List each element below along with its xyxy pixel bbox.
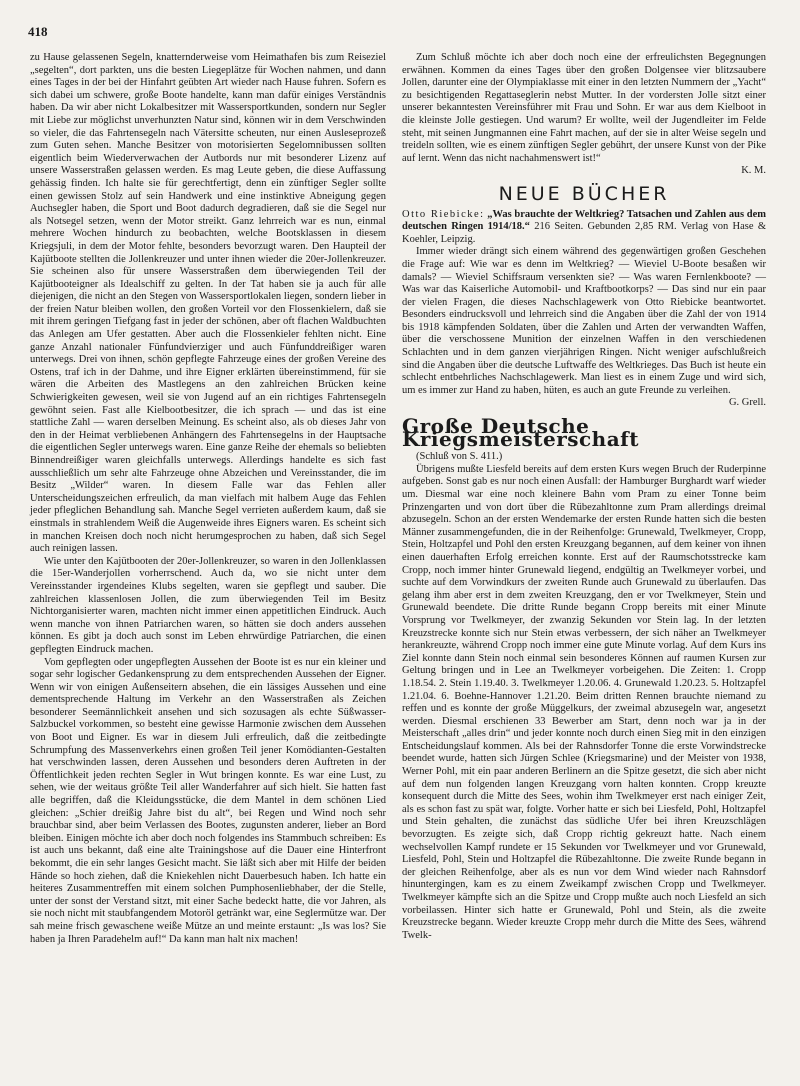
left-column [30,52,386,946]
right-column [402,52,766,942]
review-signature: G. Grell. [728,397,766,409]
book-author: Otto Riebicke: [402,208,485,220]
neue-buecher-heading: NEUE BÜCHER [498,182,670,205]
article-paragraph: zu Hause gelassenen Segeln, knatternderweise vom Heimathafen bis zum Reiseziel „segelten“, dort parkten, uns die besten Liegeplätze für Wochen nahmen, und dann eines Tages in der bei der Hinfahrt geübten Art wieder nach Hause fuhren. Sofern es sich dabei um schwere, große Boote handelte, kann man dafür einiges Verständnis haben. Da wir aber nicht Lokalbesitzer mit Wassersportkunden, sondern nur Segler mit Liebe zur möglichst unverhunzten Natur sind, können wir in dem Verschwinden so vieler, die das Fahrtensegeln nach Vätersitte scheuten, nur einen Ausleseprozeß zum Guten sehen. Manche Besitzer von motorisierten Segelomnibussen sollten eigentlich beim Wiederverwachen der Autbords nur mit besonderer Lizenz auf unsere Wasserstraßen gelassen werden. Es mag Leute geben, die diese Auffassung gehässig finden. Ich halte sie für gerechtfertigt, denn ein zünftiger Segler sollte einen gewissen Stolz auf sein Handwerk und eine instinktive Abneigung gegen Auchsegler haben, die Sport und Boot dadurch degradieren, daß sie die Segel nur als Notsegel setzen, wenn der Motor streikt. Ganz lehrreich war es nun, einmal mehrere Wochen hindurch zu beobachten, welche Bootsklassen in diesem Kriegsjuli, in dem der Motor fehlte, besonders bevorzugt waren. Den Haupteil der Kajütboote stellten die Jollenkreuzer und unter ihnen wieder die 20er-Jollenkreuzer. Sie scheinen also für unsere Wasserstraßen dem überwiegenden Teil der Kajütbooteigner als Idealschiff zu gelten. In der Tat haben sie ja auch für alle diejenigen, die nicht an den Stegen von Wassersportlokalen liegen, sondern lieber in der freien Natur bleiben wollen, den großen Vorteil vor den Flossenkielern, daß sie mit ihrem geringen Tiefgang fast in jeder der schönen, aber oft flachen Waldbuchten das Anlegen am Ufer gestatten. Aber auch die Flossenkieler fehlten nicht. Eine ganze Anzahl nationaler Fünfundvierziger und auch Fünfunddreißiger waren unterwegs. Drei von ihnen, schön gepflegte Fahrzeuge eines der großen Vereine des Ostens, traf ich in der Dahme, und ihre Eigner erklärten übereinstimmend, für sie wären die Arbeiten des Mastlegens an den zahlreichen Brücken keine Schwierigkeiten gewesen, weil sie von Jugend auf an ein richtiges Fahrtensegeln gewöhnt seien. Fast alle Kielbootbesitzer, die ich sprach — und das ist eine stattliche Zahl — waren derselben Meinung. Es scheint also, als ob dieses Jahr von den in der Heimat verbliebenen Anhängern des Fahrtensegelns in der Hauptsache die eigentlichen Segler unterwegs waren. Eine ganze Reihe der ehemals so beliebten Binnendreißiger waren gleichfalls unterwegs. Allerdings handelte es sich fast ausschließlich um sehr alte Fahrzeuge ohne Abzeichen und Vereinsstander, die im Besitz „Wilder“ waren. In diesem Falle war das Fehlen aller Unterscheidungszeichen erfreulich, da man vielfach mit halbem Auge das Fehlen jeder pfleglichen Behandlung sah. Manche Segel verrieten außerdem kaum, daß sie einstmals in strahlendem Weiß die Augenweide ihres Eigners waren. Es scheint sich in manchen Kreisen doch noch nicht herumgesprochen zu haben, daß sich Segel auch reinigen lassen. [30,52,386,555]
book-details: 216 Seiten. Gebunden 2,85 RM. Verlag von Hase & Koehler, Leipzig. [402,221,767,245]
book-entry [402,209,766,247]
kriegsmeisterschaft-heading: Große Deutsche Kriegsmeisterschaft [402,414,640,451]
continuation-note: (Schluß von S. 411.) [416,451,503,463]
article-paragraph: Vom gepflegten oder ungepflegten Aussehen der Boote ist es nur ein kleiner und sogar sehr logischer Gedankensprung zu dem entsprechenden Aussehen der Eigner. Wenn wir von einigen Außenseitern absehen, die ein lässiges Aussehen und eine dementsprechende Haltung im Verkehr an den Wasserstraßen als Zeichen besonderer Seemännlichkeit ansehen und sich sozusagen als echte Süßwasser-Salzbuckel vorkommen, so besteht eine gewisse Harmonie zwischen dem Aussehen von Boot und Eigner. Es war in diesem Juli erfreulich, daß die zeitbedingte Schrumpfung des Massenverkehrs einen großen Teil jener Komödianten-Gestalten hat verschwinden lassen, deren Aussehen und besonders deren Auftreten in der Öffentlichkeit jeden rechten Segler in Wut bringen konnte. Es war eine Lust, zu sehen, wie der weitaus größte Teil aller Wanderfahrer auf sich hielt. Sie hatten fast alle begriffen, daß die Kleidungsstücke, die dem Mantel in dem schönen Lied gleichen: „Schier dreißig Jahre bist du alt“, bei Regen und Wind noch sehr brauchbar sind, aber beim Verlassen des Bootes, zugunsten anderer, lieber an Bord bleiben. Einigen möchte ich aber doch noch folgendes ins Stammbuch schreiben: Es ist auch uns bekannt, daß eine alte Trainingshose auf die Dauer eine Hinterfront bekommt, die ein sehr langes Gesicht macht. Sie läßt sich aber mit Hilfe der beiden Hände so hoch ziehen, daß die Kniekehlen nicht Dauerbesuch haben. Ich hatte ein heiteres Zusammentreffen mit einem solchen Pumphosenliebhaber, der die Stelle, unter der sonst der Verstand sitzt, mit einer Sache bedeckt hatte, die vor Jahren, als sie noch nicht mit staubfangendem Motoröl getränkt war, eine Seglermütze war. Der sah meine frisch gewaschene weiße Mütze an und meinte erstaunt: „Is was los? Sie haben ja Ihren Paradehelm auf!“ Da kann man halt nix machen! [30,656,386,945]
book-title: „Was brauchte der Weltkrieg? Tatsachen und Zahlen aus dem deutschen Ringen 1914/18.“ [402,208,767,233]
page-number: 418 [28,24,48,39]
article-paragraph: Übrigens mußte Liesfeld bereits auf dem ersten Kurs wegen Bruch der Ruderpinne aufgeben. Sonst gab es nur noch einen Ausfall: der Hamburger Burghardt warf wieder um. Diesmal war eine noch kleinere Bahn vom Pram zu einer Tonne beim Prinzengarten und von dort über die Rübezahltonne zum Pram allerdings dreimal abzusegeln. Schon an der ersten Wendemarke der ersten Runde hatten sich die besten Männer zusammengefunden, die in der Reihenfolge: Grunewald, Twelkmeyer, Cropp, Stein, Holtzapfel und Pohl den ersten Kreuzgang begannen, auf dem keiner von ihnen einen dauerhaften Erfolg erreichen konnte. Erst auf der Raumschotsstrecke kam Cropp, noch immer hinter Grunewald liegend, endgültig an Twelkmeyer vorbei, und suchte auf dem Vorwindkurs der zweiten Runde auch Grunewald zu überlaufen. Das gelang ihm aber erst in dem zweiten Kreuzgang, den er vor Twelkmeyer, Stein und Grunewald beendete. Die dritte Runde begann Cropp bereits mit einer Minute Vorsprung vor Twelkmeyer, der zwanzig Sekunden vor Stein lag. In der letzten Kreuzstrecke konnte sich nur Stein etwas verbessern, der sich näher an Twelkmeyer herankreuzte, während Cropp noch immer eine gute Minute vorlag. Auf dem Kurs ins Ziel konnte dann Stein noch einmal sein besonderes Können auf raumen Kursen zur Geltung bringen und in Lee an Twelkmeyer vorbeigehen. Die Zeiten: 1. Cropp 1.18.54. 2. Stein 1.19.40. 3. Twelkmeyer 1.20.06. 4. Grunewald 1.20.23. 5. Holtzapfel 1.21.04. 6. Boehne-Hannover 1.21.20. Beim dritten Rennen brauchte niemand zu reffen und es konnte der große Müggelkurs, der zweimal abzusegeln war, angesetzt werden. Diesmal erschienen 33 Bewerber am Start, denn noch war ja in der Meisterschaft „alles drin“ und jeder konnte noch durch einen Sieg mit in den einzigen Entscheidungslauf kommen. Als bei der Rahnsdorfer Tonne die erste Vorwindstrecke beendet wurde, hatten sich Jürgen Schlee (Kriegsmarine) und der Meister von 1938, Werner Pohl, mit ein paar anderen Berlinern an die Spitze gesetzt, die sich aber nicht auf dem nun folgenden langen Kreuzgang vorn halten konnten. Cropp kreuzte konsequent durch die Mitte des Sees, wohin ihm Twelkmeyer erst nach einiger Zeit, als es schon fast zu spät war, folgte. Vorher hatte er sich bei Liesfeld, Pohl, Holtzapfel und Stein gehalten, die zunächst das südliche Ufer bei ihren Kreuzschlägen bevorzugten. Es zeigte sich, daß Cropp richtig gekreuzt hatte. Nach einem wechselvollen Kampf rundete er 15 Sekunden vor Twelkmeyer und vor Grunewald, Liesfeld, Pohl, Stein und Holtzapfel die Rübezahltonne. Die zweite Runde begann in der gleichen Reihenfolge, aber als es nun vor dem Wind wieder nach Rahnsdorf hinuntergingen, kam es zu einem Zweikampf zwischen Cropp und Twelkmeyer. Twelkmeyer kämpfte sich an die Spitze und Cropp mußte auch noch Liesfeld an sich vorbeilassen. Hinter sich hatte er Grunewald, Pohl und Stein, als die zweite Kreuzstrecke begann. Wieder kreuzte Cropp mehr durch die Mitte des Sees, während Twelk- [402,463,766,941]
article-paragraph: Wie unter den Kajütbooten der 20er-Jollenkreuzer, so waren in den Jollenklassen die 15er-Wanderjollen vorherrschend. Auch da, wo sie nicht unter dem Vereinsstander irgendeines Klubs segelten, waren sie gepflegt und sauber. Die zahlreichen klassenlosen Jollen, die zum überwiegenden Teil im Besitz Nichtorganisierter waren, machten nicht immer einen appetitlichen Eindruck. Auch wenn manche von ihnen Patriarchen waren, so hätten sie doch anders aussehen können. Es gibt ja doch auch sonst im Leben ehrwürdige Patriarchen, die einen gepflegten Eindruck machen. [30,555,386,655]
article-paragraph: Zum Schluß möchte ich aber doch noch eine der erfreulichsten Begegnungen erwähnen. Kommen da eines Tages über den großen Dolgensee vier blitzsaubere Jollen, darunter eine der Olympiaklasse mit einer in den letzten Nummern der „Yacht“ zu besichtigenden Regattaseglerin nebst Mutter. In der vordersten Jolle sitzt einer unserer bekanntesten Vereinsführer mit Frau und Sohn. Er war aus dem Kielboot in die kleinste Jolle gestiegen. Und warum? Er wollte, weil der Jugendleiter im Felde steht, mit seinen Jungmannen eine Fahrt machen, auf der sie in alter Weise segeln und treideln sollten, wie es einem zünftigen Segler gebührt, der unsere Kunst von der Pike auf lernt. Wenn das nicht nachahmenswert ist!“ [402,52,766,164]
book-review: Immer wieder drängt sich einem während des gegenwärtigen großen Geschehen die Frage auf: Wie war es denn im Weltkrieg? — Wieviel U-Boote besaßen wir damals? — Wieviel Schiffsraum versenkten sie? — Was waren Fernlenkboote? — Was war das Kaiserliche Automobil- und Kraftbootkorps? — Das sind nur ein paar der vielen Fragen, die dieses Nachschlagewerk von Otto Riebicke beantwortet. Besonders eindrucksvoll und lehrreich sind die Angaben über die Zahl der von 1914 bis 1918 kämpfenden Soldaten, über die Zahlen und Arten der verwandten Waffen, über die verschossene Munition der einzelnen Waffen in den verschiedenen Schlachten und in dem ganzen vierjährigen Ringen. Nicht weniger aufschlußreich sind die Angaben über die deutsche Luftwaffe des Weltkrieges. Das Buch ist heute ein schlecht entbehrliches Nachschlagewerk. Man liest es in einem Zuge und wird sich, um es immer zur Hand zu haben, hüten, es auch an gute Freunde zu verleihen. [402,246,766,396]
author-signature: K. M. [741,165,766,177]
